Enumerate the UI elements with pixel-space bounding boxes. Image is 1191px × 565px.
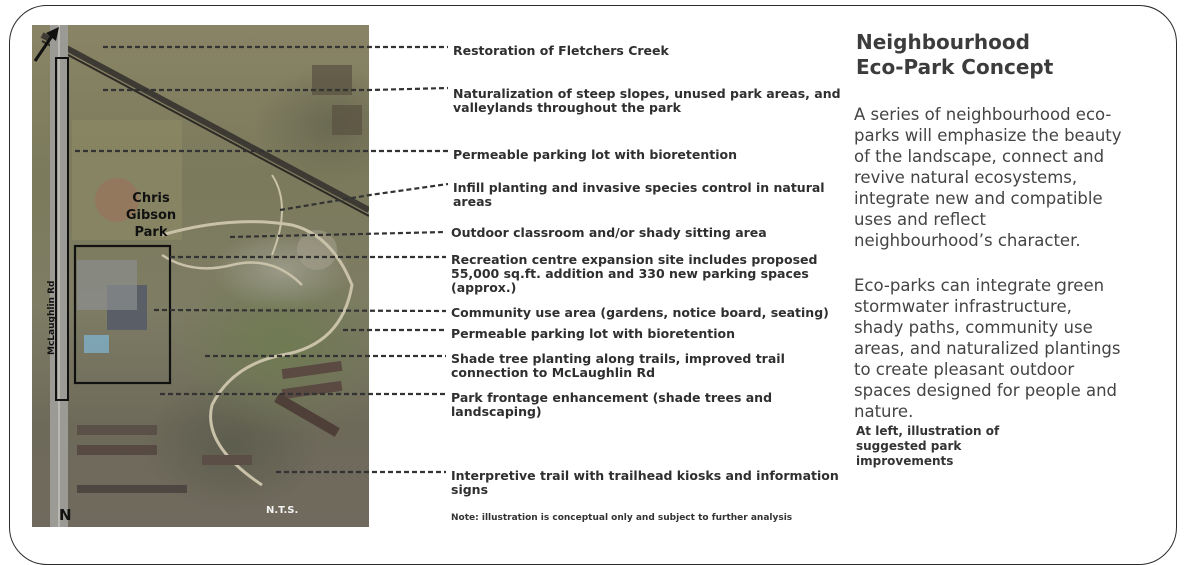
paragraph-line: nature.	[854, 402, 914, 421]
paragraph-line: revive natural ecosystems,	[854, 168, 1078, 187]
callout-line: Park frontage enhancement (shade trees and	[451, 390, 773, 405]
callout-infill-planting	[453, 181, 825, 209]
leader-line	[280, 184, 448, 210]
paragraph-line: of the landscape, connect and	[854, 147, 1105, 166]
paragraph-line: stormwater infrastructure,	[854, 297, 1072, 316]
leader-line	[230, 232, 446, 237]
callout-line: Naturalization of steep slopes, unused park areas, and	[453, 86, 841, 101]
scale-note: N.T.S.	[266, 505, 299, 516]
paragraph-line: spaces designed for people and	[854, 381, 1118, 400]
callout-permeable-parking-1	[453, 148, 737, 162]
paragraph-line: Eco-parks can integrate green	[854, 276, 1105, 295]
eco-park-paragraph	[854, 275, 1154, 422]
callout-naturalization	[453, 87, 841, 115]
paragraph-line: areas, and naturalized plantings	[854, 339, 1121, 358]
callout-frontage	[451, 391, 772, 419]
leader-line	[154, 310, 446, 311]
leader-line	[103, 88, 448, 90]
paragraph-line: integrate new and compatible	[854, 189, 1103, 208]
park-name-line: Park	[134, 225, 168, 240]
callout-line: Recreation centre expansion site includes proposed	[451, 252, 818, 267]
paragraph-line: uses and reflect	[854, 210, 986, 229]
callout-line: Outdoor classroom and/or shady sitting area	[451, 225, 767, 240]
callout-line: areas	[453, 194, 492, 209]
road-label: McLaughlin Rd	[47, 280, 57, 355]
callout-line: landscaping)	[451, 404, 542, 419]
caption-line: At left, illustration of	[856, 424, 1000, 438]
callout-line: valleylands throughout the park	[453, 100, 681, 115]
paragraph-line: shady paths, community use	[854, 318, 1093, 337]
callout-line: Permeable parking lot with bioretention	[451, 326, 735, 341]
paragraph-line: to create pleasant outdoor	[854, 360, 1075, 379]
caption-line: improvements	[856, 454, 954, 468]
callout-creek-restoration	[453, 44, 669, 58]
callout-interpretive-trail	[451, 469, 839, 497]
page-title	[856, 30, 1053, 80]
callout-shade-tree	[451, 352, 785, 380]
north-label: N	[59, 506, 72, 524]
callout-recreation-expansion	[451, 253, 817, 295]
callout-line: connection to McLaughlin Rd	[451, 365, 656, 380]
park-name-line: Gibson	[125, 208, 177, 223]
callout-line: signs	[451, 482, 489, 497]
callout-line: Shade tree planting along trails, improved trail	[451, 351, 785, 366]
disclaimer-note: Note: illustration is conceptual only and subject to further analysis	[451, 513, 793, 523]
caption-line: suggested park	[856, 439, 962, 453]
callout-permeable-parking-2	[451, 327, 735, 341]
callout-line: Community use area (gardens, notice board, seating)	[451, 305, 829, 320]
intro-paragraph	[854, 104, 1154, 251]
illustration-caption	[856, 424, 999, 469]
callout-line: Restoration of Fletchers Creek	[453, 43, 669, 58]
callout-line: Infill planting and invasive species control in natural	[453, 180, 825, 195]
callout-line: Permeable parking lot with bioretention	[453, 147, 737, 162]
park-name-line: Chris	[132, 191, 170, 206]
callout-line: Interpretive trail with trailhead kiosks and information	[451, 468, 839, 483]
paragraph-line: neighbourhood’s character.	[854, 231, 1081, 250]
paragraph-line: parks will emphasize the beauty	[854, 126, 1122, 145]
callout-outdoor-classroom	[451, 226, 767, 240]
callout-community-use	[451, 306, 829, 320]
title-line: Neighbourhood	[856, 30, 1030, 54]
paragraph-line: A series of neighbourhood eco-	[854, 105, 1112, 124]
title-line: Eco-Park Concept	[856, 55, 1054, 79]
callout-line: (approx.)	[451, 280, 517, 295]
callout-line: 55,000 sq.ft. addition and 330 new parking spaces	[451, 266, 809, 281]
